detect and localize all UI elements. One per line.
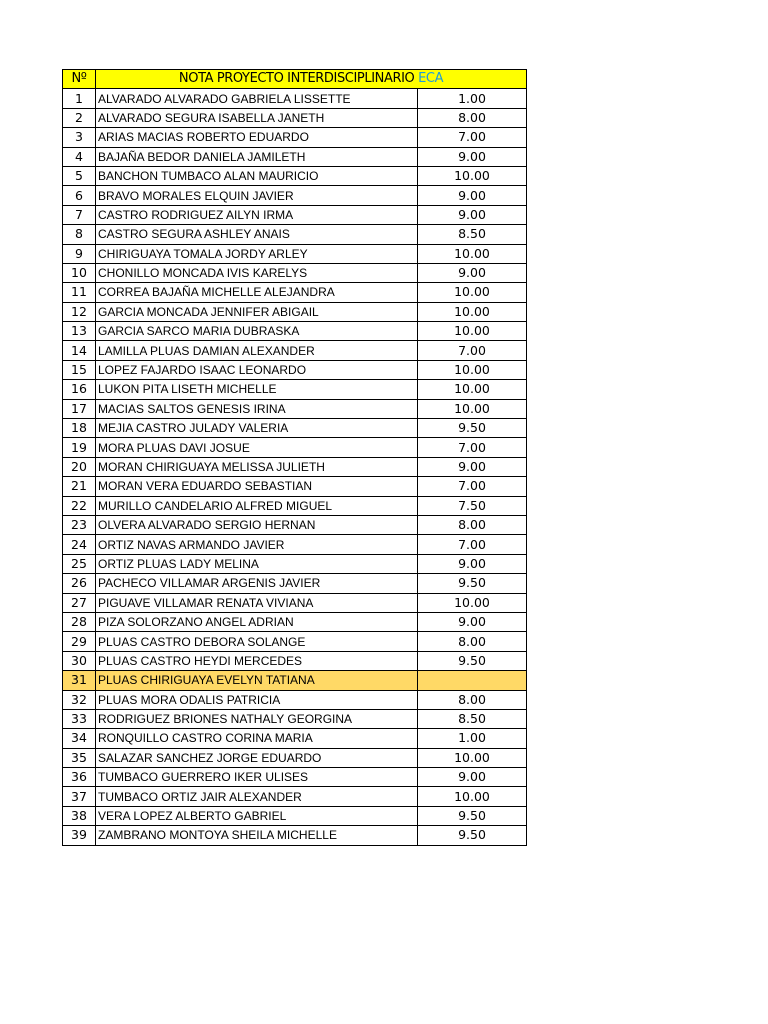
table-row [63,205,527,224]
student-name: ALVARADO SEGURA ISABELLA JANETH [96,108,418,127]
table-row [63,186,527,205]
table-body [63,89,527,845]
row-number: 15 [63,360,96,379]
student-name: PLUAS CHIRIGUAYA EVELYN TATIANA [96,671,418,690]
row-number: 35 [63,748,96,767]
row-number: 30 [63,651,96,670]
row-number: 2 [63,108,96,127]
row-number: 23 [63,515,96,534]
student-grade: 9.50 [418,806,527,825]
student-grade: 7.00 [418,128,527,147]
table-row [63,419,527,438]
student-name: VERA LOPEZ ALBERTO GABRIEL [96,806,418,825]
student-name: ORTIZ PLUAS LADY MELINA [96,554,418,573]
table-row [63,612,527,631]
student-grade: 9.00 [418,263,527,282]
title-text: NOTA PROYECTO INTERDISCIPLINARIO [178,71,415,87]
row-number: 11 [63,283,96,302]
row-number: 3 [63,128,96,147]
student-name: LUKON PITA LISETH MICHELLE [96,380,418,399]
table-row [63,787,527,806]
table-row [63,244,527,263]
row-number: 7 [63,205,96,224]
student-grade: 9.00 [418,554,527,573]
header-row [63,70,527,89]
student-grade: 10.00 [418,322,527,341]
student-name: BRAVO MORALES ELQUIN JAVIER [96,186,418,205]
student-grade: 10.00 [418,399,527,418]
table-title [96,70,527,89]
student-grade: 8.00 [418,515,527,534]
table-row [63,438,527,457]
student-grade: 9.00 [418,205,527,224]
table-row [63,283,527,302]
student-name: SALAZAR SANCHEZ JORGE EDUARDO [96,748,418,767]
student-grade: 8.00 [418,690,527,709]
student-name: ALVARADO ALVARADO GABRIELA LISSETTE [96,89,418,108]
student-grade: 10.00 [418,166,527,185]
student-grade: 9.00 [418,457,527,476]
student-name: TUMBACO ORTIZ JAIR ALEXANDER [96,787,418,806]
student-grade: 10.00 [418,748,527,767]
student-name: LAMILLA PLUAS DAMIAN ALEXANDER [96,341,418,360]
row-number: 33 [63,709,96,728]
row-number: 14 [63,341,96,360]
student-name: LOPEZ FAJARDO ISAAC LEONARDO [96,360,418,379]
table-row [63,128,527,147]
student-grade: 10.00 [418,360,527,379]
table-row [63,709,527,728]
student-grade: 9.50 [418,574,527,593]
student-name: PACHECO VILLAMAR ARGENIS JAVIER [96,574,418,593]
table-row [63,360,527,379]
table-row [63,457,527,476]
student-grade [418,671,527,690]
table-row [63,806,527,825]
grades-table [62,69,527,846]
table-row [63,690,527,709]
table-row [63,651,527,670]
row-number: 1 [63,89,96,108]
table-row [63,574,527,593]
student-name: ZAMBRANO MONTOYA SHEILA MICHELLE [96,826,418,845]
student-name: MACIAS SALTOS GENESIS IRINA [96,399,418,418]
row-number: 28 [63,612,96,631]
student-name: BAJAÑA BEDOR DANIELA JAMILETH [96,147,418,166]
number-column-header: Nº [63,70,96,89]
student-name: BANCHON TUMBACO ALAN MAURICIO [96,166,418,185]
row-number: 26 [63,574,96,593]
student-name: MORAN VERA EDUARDO SEBASTIAN [96,477,418,496]
student-grade: 7.00 [418,535,527,554]
student-grade: 7.00 [418,477,527,496]
student-grade: 9.50 [418,419,527,438]
table-row [63,302,527,321]
student-name: ORTIZ NAVAS ARMANDO JAVIER [96,535,418,554]
row-number: 34 [63,729,96,748]
row-number: 18 [63,419,96,438]
student-grade: 7.00 [418,438,527,457]
student-grade: 8.00 [418,632,527,651]
student-grade: 10.00 [418,283,527,302]
student-name: CASTRO RODRIGUEZ AILYN IRMA [96,205,418,224]
row-number: 20 [63,457,96,476]
student-grade: 9.00 [418,186,527,205]
student-name: MORAN CHIRIGUAYA MELISSA JULIETH [96,457,418,476]
row-number: 8 [63,225,96,244]
student-grade: 10.00 [418,380,527,399]
table-row [63,671,527,690]
table-row [63,263,527,282]
row-number: 39 [63,826,96,845]
table-row [63,768,527,787]
student-name: PLUAS CASTRO DEBORA SOLANGE [96,632,418,651]
student-name: OLVERA ALVARADO SERGIO HERNAN [96,515,418,534]
table-row [63,322,527,341]
table-row [63,380,527,399]
row-number: 22 [63,496,96,515]
student-name: RODRIGUEZ BRIONES NATHALY GEORGINA [96,709,418,728]
table-row [63,225,527,244]
student-name: GARCIA SARCO MARIA DUBRASKA [96,322,418,341]
student-name: MEJIA CASTRO JULADY VALERIA [96,419,418,438]
title-accent: ECA [418,71,444,87]
student-name: TUMBACO GUERRERO IKER ULISES [96,768,418,787]
row-number: 36 [63,768,96,787]
table-row [63,515,527,534]
student-grade: 1.00 [418,89,527,108]
table-header [63,70,527,89]
row-number: 29 [63,632,96,651]
row-number: 17 [63,399,96,418]
student-grade: 9.00 [418,147,527,166]
student-name: PLUAS MORA ODALIS PATRICIA [96,690,418,709]
table-row [63,108,527,127]
student-name: RONQUILLO CASTRO CORINA MARIA [96,729,418,748]
row-number: 13 [63,322,96,341]
row-number: 12 [63,302,96,321]
row-number: 6 [63,186,96,205]
row-number: 4 [63,147,96,166]
row-number: 27 [63,593,96,612]
student-name: GARCIA MONCADA JENNIFER ABIGAIL [96,302,418,321]
row-number: 9 [63,244,96,263]
row-number: 16 [63,380,96,399]
student-name: CASTRO SEGURA ASHLEY ANAIS [96,225,418,244]
student-name: ARIAS MACIAS ROBERTO EDUARDO [96,128,418,147]
table-row [63,399,527,418]
student-grade: 9.50 [418,651,527,670]
row-number: 31 [63,671,96,690]
student-grade: 9.00 [418,768,527,787]
table-row [63,147,527,166]
student-name: MURILLO CANDELARIO ALFRED MIGUEL [96,496,418,515]
table-row [63,554,527,573]
student-grade: 1.00 [418,729,527,748]
table-row [63,89,527,108]
table-row [63,166,527,185]
row-number: 19 [63,438,96,457]
row-number: 25 [63,554,96,573]
student-name: CHONILLO MONCADA IVIS KARELYS [96,263,418,282]
student-name: CORREA BAJAÑA MICHELLE ALEJANDRA [96,283,418,302]
table-row [63,593,527,612]
student-name: MORA PLUAS DAVI JOSUE [96,438,418,457]
row-number: 32 [63,690,96,709]
student-grade: 10.00 [418,302,527,321]
student-grade: 9.00 [418,612,527,631]
student-grade: 10.00 [418,787,527,806]
table-row [63,826,527,845]
student-grade: 7.00 [418,341,527,360]
row-number: 21 [63,477,96,496]
student-grade: 9.50 [418,826,527,845]
student-name: PIGUAVE VILLAMAR RENATA VIVIANA [96,593,418,612]
table-row [63,477,527,496]
table-row [63,729,527,748]
table-row [63,496,527,515]
student-name: PLUAS CASTRO HEYDI MERCEDES [96,651,418,670]
student-grade: 10.00 [418,244,527,263]
row-number: 5 [63,166,96,185]
student-name: PIZA SOLORZANO ANGEL ADRIAN [96,612,418,631]
student-grade: 8.50 [418,225,527,244]
table-row [63,341,527,360]
row-number: 38 [63,806,96,825]
row-number: 10 [63,263,96,282]
student-grade: 7.50 [418,496,527,515]
student-grade: 8.00 [418,108,527,127]
student-name: CHIRIGUAYA TOMALA JORDY ARLEY [96,244,418,263]
row-number: 37 [63,787,96,806]
student-grade: 8.50 [418,709,527,728]
row-number: 24 [63,535,96,554]
student-grade: 10.00 [418,593,527,612]
table-row [63,748,527,767]
table-row [63,535,527,554]
table-row [63,632,527,651]
